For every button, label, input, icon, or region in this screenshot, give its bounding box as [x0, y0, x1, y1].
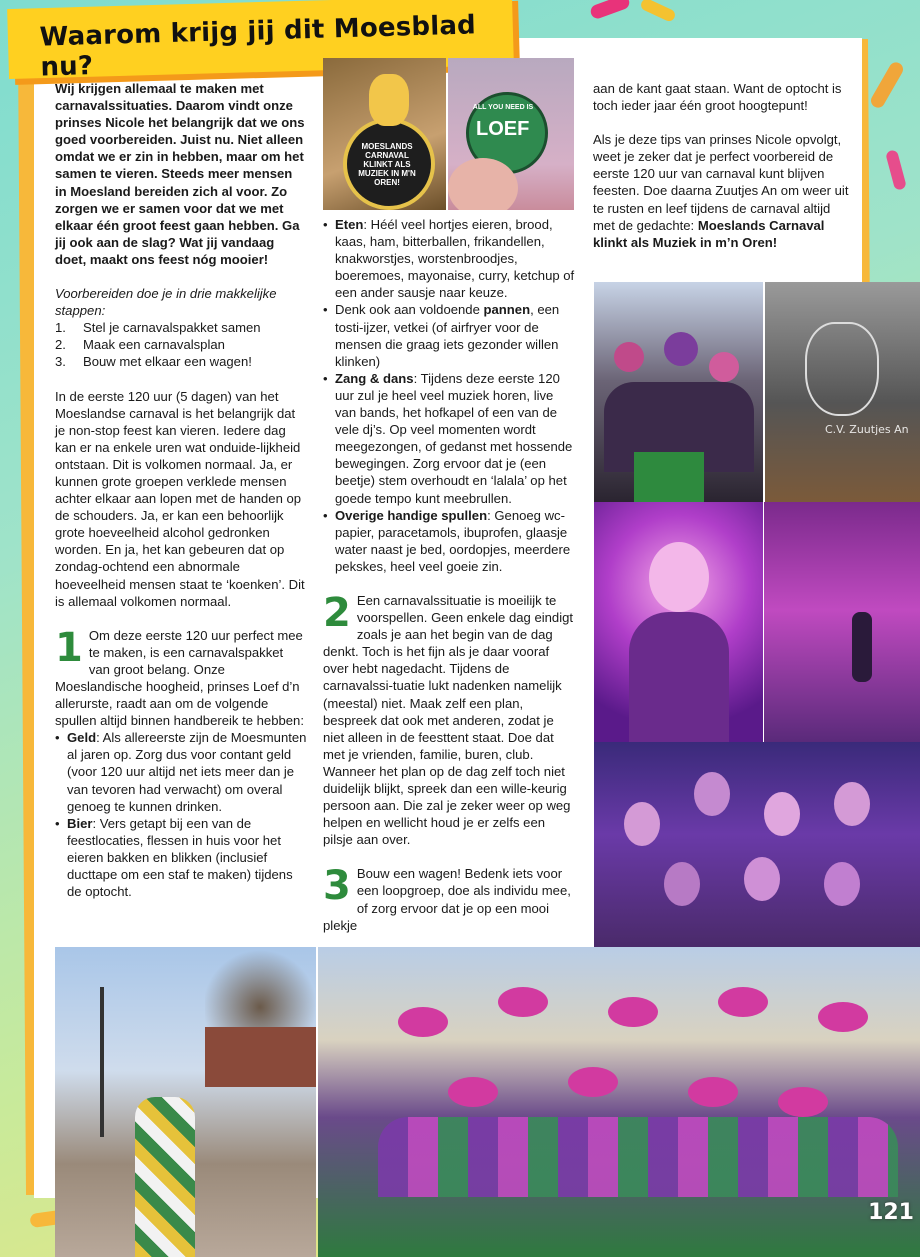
list-item: • Zang & dans: Tijdens deze eerste 120 uur zul je heel veel muziek horen, live van bands, het hofkapel of een van de vele dj’s. Op veel momenten wordt meegezongen, of gedanst met hossende bewegingen. Zorg ervoor dat je (een beetje) stem overhoudt en ‘lalala’ op het goede tempo kunt meebrullen.	[335, 370, 575, 507]
column-3	[593, 80, 851, 268]
list-item: 3. Bouw met elkaar een wagen!	[55, 354, 252, 370]
face-shape	[624, 802, 660, 846]
flag-caption: C.V. Zuutjes An	[825, 423, 909, 436]
column-2	[323, 216, 575, 934]
face-shape	[764, 792, 800, 836]
hat-shape	[448, 1077, 498, 1107]
steps-list	[55, 319, 307, 370]
green-pants	[634, 452, 704, 502]
building-shape	[205, 1027, 316, 1087]
list-item: 2. Maak een carnavalsplan	[55, 337, 225, 353]
packet-list	[55, 729, 307, 900]
body-shape	[629, 612, 729, 742]
badge-small-text: ALL YOU NEED IS	[472, 104, 534, 111]
sequin-jackets	[378, 1117, 898, 1197]
hat-shape	[778, 1087, 828, 1117]
dancefloor-photo	[764, 502, 920, 742]
list-item: • Bier: Vers getapt bij een van de feestlocaties, flessen in huis voor het eieren bakken en blikken (inclusief ducttape om een staf te maken) tijdens de optocht.	[67, 815, 307, 900]
section-3	[323, 865, 575, 933]
section-1-text: Om deze eerste 120 uur perfect mee te maken, is een carnavalspakket van groot belang. Onze Moeslandische hoogheid, prinses Loef d’n allerurste, raadt aan om de volgende spullen altijd binnen handbereik te hebben:	[55, 627, 304, 729]
jester-figure	[135, 1097, 195, 1257]
person-shape	[614, 342, 644, 372]
extra-list	[323, 216, 575, 575]
hat-shape	[718, 987, 768, 1017]
hand-shape	[448, 158, 518, 210]
page-title: Waarom krijg jij dit Moesblad nu?	[39, 10, 477, 83]
hat-shape	[568, 1067, 618, 1097]
confetti-streamer	[885, 149, 907, 191]
lamp-post	[100, 987, 104, 1137]
badge-text: MOESLANDS CARNAVAL KLINKT ALS MUZIEK IN M'N OREN!	[358, 142, 416, 187]
intro-paragraph: Wij krijgen allemaal te maken met carnavalssituaties. Daarom vindt onze prinses Nicole het belangrijk dat we ons goed voorbereiden. Juist nu. Niet alleen omdat we er zin in hebben, maar om het samen te vieren. Steeds meer mensen in Moesland bereiden zich al voor. Zo zorgen we er samen voor dat we met elkaar één groot feest gaan hebben. Ga jij ook aan de slag? Wat jij vandaag doet, maakt ons feest nóg mooier!	[55, 81, 305, 267]
section-3-text: Bouw een wagen! Bedenk iets voor een loopgroep, doe als individu mee, of zorg ervoor dat je op een mooi plekje	[323, 866, 571, 933]
crowd-photo-blue	[594, 742, 920, 947]
street-photo	[55, 947, 316, 1257]
section-1	[55, 624, 307, 901]
list-item: • Denk ook aan voldoende pannen, een tosti-ijzer, vetkei (of airfryer voor de mensen die graag iets gezonder willen klinken)	[335, 301, 575, 369]
face-shape	[824, 862, 860, 906]
group-photo-stage	[594, 282, 763, 502]
party-photo-pink	[594, 502, 763, 742]
face-shape	[694, 772, 730, 816]
hat-shape	[498, 987, 548, 1017]
list-item: • Eten: Héél veel hortjes eieren, brood, kaas, ham, bitterballen, frikandellen, knakworstjes, worstenbroodjes, boeremoes, mayonaise, curry, ketchup of een ander sausje naar keuze.	[335, 216, 575, 301]
badge-photo	[323, 58, 446, 210]
badge-big-text: LOEF	[476, 118, 530, 140]
turtle-outline	[805, 322, 879, 416]
hat-shape	[398, 1007, 448, 1037]
section-2-text: Een carnavalssituatie is moeilijk te voorspellen. Geen enkele dag eindigt zoals je aan het begin van de dag denkt. Toch is het fijn als je daar vooraf over hebt nagedacht. Tijdens de carnavalssi-tuatie lukt nadenken namelijk (meestal) niet. Maak zelf een plan, bespreek dat ook met anderen, zodat je niet alleen in de feesttent staat. Doe dat met je vrienden, familie, buren, club. Wanneer het plan op de dag zelf toch niet duidelijk blijkt, spreek dan een wille-keurig persoon aan. Die zal je zeker weer op weg helpen en wellicht houd je er zelfs een pilsje aan over.	[323, 592, 574, 848]
confetti-streamer	[589, 0, 631, 20]
face-shape	[664, 862, 700, 906]
confetti-streamer	[639, 0, 677, 23]
list-item: 1. Stel je carnavalspakket samen	[55, 320, 261, 336]
hat-shape	[688, 1077, 738, 1107]
section-number: 1	[55, 624, 83, 671]
col3-paragraph: aan de kant gaat staan. Want de optocht is toch ieder jaar één groot hoogtepunt!	[593, 81, 842, 114]
group-photo-street	[318, 947, 920, 1257]
page-number: 121	[868, 1200, 914, 1225]
section-number: 3	[323, 863, 351, 910]
steps-intro: Voorbereiden doe je in drie makkelijke stappen:	[55, 286, 277, 319]
face-shape	[834, 782, 870, 826]
list-item: • Overige handige spullen: Genoeg wc-papier, paracetamols, ibuprofen, glaasje water naast je bed, oordopjes, meerdere pekskes, heel veel goeie zin.	[335, 507, 575, 575]
closing-paragraph: Als je deze tips van prinses Nicole opvolgt, weet je zeker dat je perfect voorbereid de eerste 120 uur van carnaval kunt blijven feesten. Doe daarna Zuutjes An om weer uit te rusten en leef tijdens de carnaval altijd met de gedachte: Moeslands Carnaval klinkt als Muziek in m’n Oren!	[593, 132, 849, 250]
mascot-shape	[369, 74, 409, 126]
person-shape	[664, 332, 698, 366]
person-shape	[709, 352, 739, 382]
section-number: 2	[323, 589, 351, 636]
paragraph-120-hours: In de eerste 120 uur (5 dagen) van het Moeslandse carnaval is het belangrijk dat je non-stop feest kan vieren. Iedere dag kan er na enkele uren wat onduide-lijkheid ontstaan. Dit is volkomen normaal. Ja, er kunnen grote groepen verklede mensen achter elkaar aan lopen met de handen op de schouders. Ja, er kan een behoorlijk grote hoeveelheid alcohol gedronken worden. En ja, het kan gebeuren dat op zondag-ochtend een abnormale hoeveelheid mensen staat te ‘koenken’. Dit is allemaal volkomen normaal.	[55, 388, 305, 609]
flag-photo	[765, 282, 920, 502]
person-shape	[649, 542, 709, 612]
hat-shape	[608, 997, 658, 1027]
list-item: • Geld: Als allereerste zijn de Moesmunten al jaren op. Zorg dus voor contant geld (voor 120 uur altijd net iets meer dan je van tevoren had verwacht) om overal genoeg te kunnen drinken.	[67, 729, 307, 814]
section-2	[323, 589, 575, 848]
confetti-streamer	[868, 60, 905, 110]
column-1	[55, 80, 307, 900]
hat-shape	[818, 1002, 868, 1032]
loef-badges-photo	[448, 58, 574, 210]
person-shape	[852, 612, 872, 682]
face-shape	[744, 857, 780, 901]
